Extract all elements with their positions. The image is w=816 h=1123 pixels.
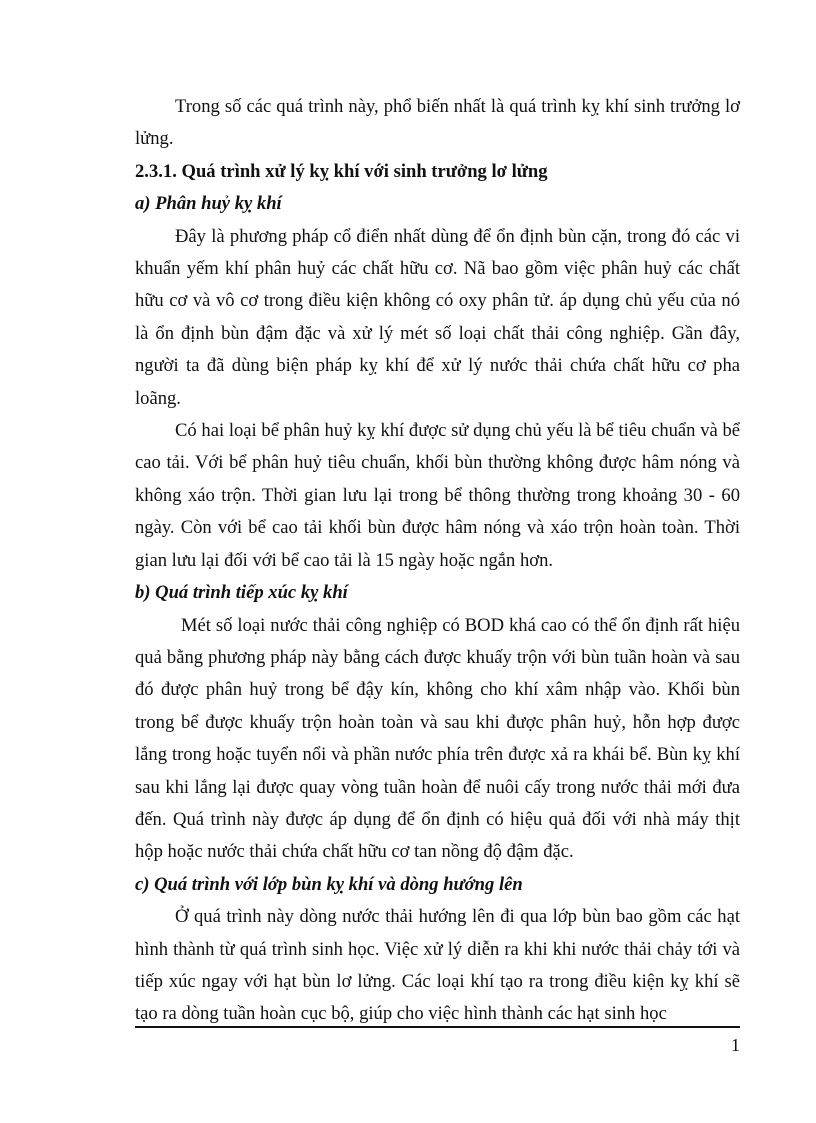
page-number: 1	[731, 1035, 740, 1055]
subheading-b: b) Quá trình tiếp xúc kỵ khí	[135, 582, 348, 604]
subheading-c: c) Quá trình với lớp bùn kỵ khí và dòng hướng lên	[135, 873, 523, 895]
paragraph-a2: Có hai loại bể phân huỷ kỵ khí được sử dụng chủ yếu là bể tiêu chuẩn và bể cao tải. Với bể phân huỷ tiêu chuẩn, khối bùn thường không được hâm nóng và không xáo trộn. Thời gian lưu lại trong bể thông thường trong khoảng 30 - 60 ngày. Còn với bể cao tải khối bùn được hâm nóng và xáo trộn hoàn toàn. Thời gian lưu lại đối với bể cao tải là 15 ngày hoặc ngắn hơn.	[135, 420, 740, 571]
intro-paragraph: Trong số các quá trình này, phổ biến nhất là quá trình kỵ khí sinh trưởng lơ lửng.	[135, 96, 740, 150]
subheading-a: a) Phân huỷ kỵ khí	[135, 193, 282, 215]
paragraph-c1: Ở quá trình này dòng nước thải hướng lên đi qua lớp bùn bao gồm các hạt hình thành từ quá trình sinh học. Việc xử lý diễn ra khi khi nước thải chảy tới và tiếp xúc ngay với hạt bùn lơ lửng. Các loại khí tạo ra trong điều kiện kỵ khí sẽ tạo ra dòng tuần hoàn cục bộ, giúp cho việc hình thành các hạt sinh học	[135, 906, 740, 1025]
page-content	[135, 91, 740, 1031]
paragraph-b1: Mét số loại nước thải công nghiệp có BOD khá cao có thể ổn định rất hiệu quả bằng phương pháp này bằng cách được khuấy trộn với bùn tuần hoàn và sau đó được phân huỷ trong bể đậy kín, không cho khí xâm nhập vào. Khối bùn trong bể được khuấy trộn hoàn toàn và sau khi được phân huỷ, hỗn hợp được lắng trong hoặc tuyển nổi và phần nước phía trên được xả ra khái bể. Bùn kỵ khí sau khi lắng lại được quay vòng tuần hoàn để nuôi cấy trong nước thải mới đưa đến. Quá trình này được áp dụng để ổn định có hiệu quả đối với nhà máy thịt hộp hoặc nước thải chứa chất hữu cơ tan nồng độ đậm đặc.	[135, 614, 740, 863]
paragraph-a1: Đây là phương pháp cổ điển nhất dùng để ổn định bùn cặn, trong đó các vi khuẩn yếm khí phân huỷ các chất hữu cơ. Nã bao gồm việc phân huỷ các chất hữu cơ và vô cơ trong điều kiện không có oxy phân tử. áp dụng chủ yếu của nó là ổn định bùn đậm đặc và xử lý mét số loại chất thải công nghiệp. Gần đây, người ta đã dùng biện pháp kỵ khí để xử lý nước thải chứa chất hữu cơ pha loãng.	[135, 225, 740, 409]
section-heading: 2.3.1. Quá trình xử lý kỵ khí với sinh trưởng lơ lửng	[135, 160, 548, 182]
footer-divider	[135, 1026, 740, 1028]
